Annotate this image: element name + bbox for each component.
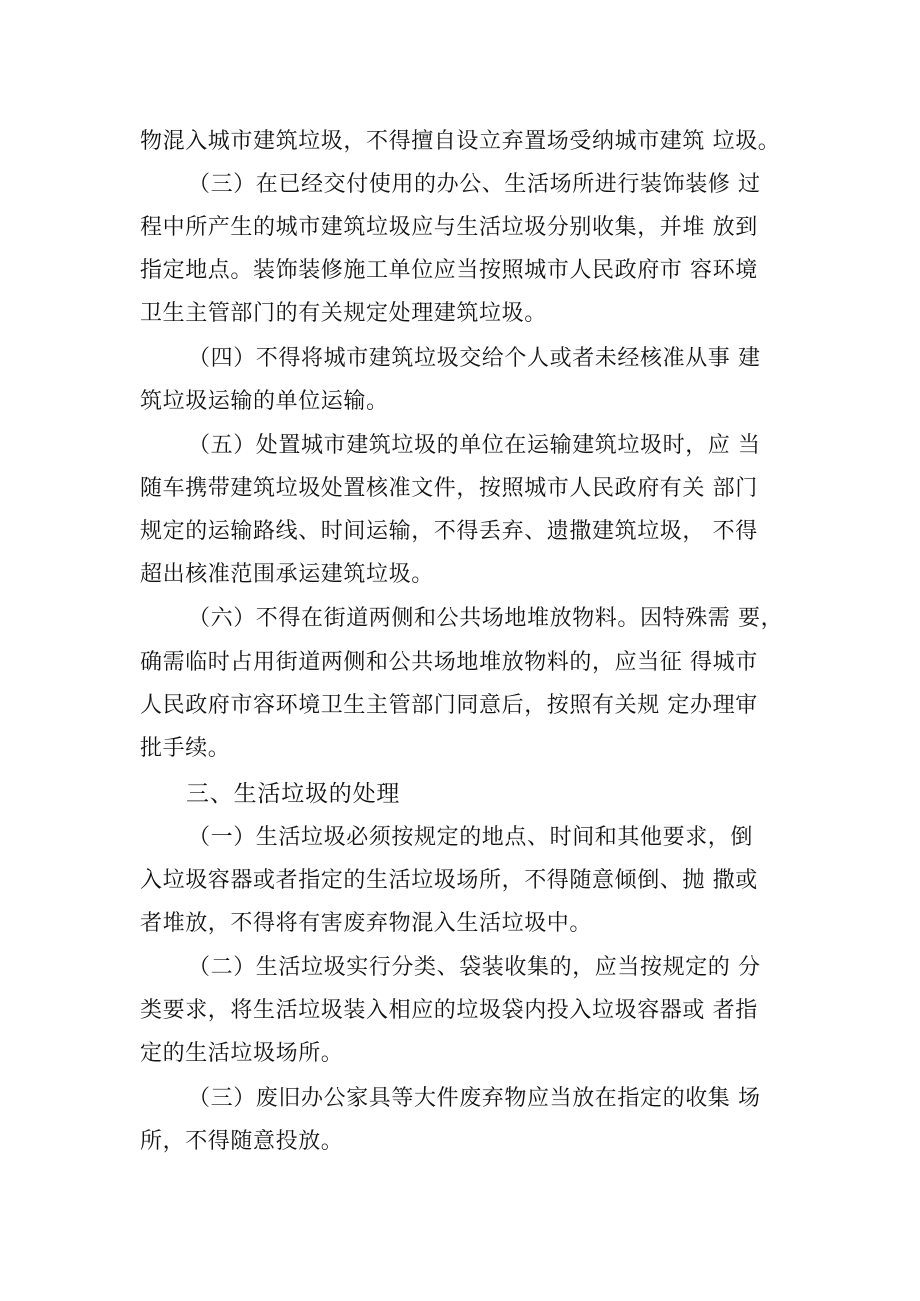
text-line: 卫生主管部门的有关规定处理建筑垃圾。 xyxy=(140,301,547,326)
text-line: 人民政府市容环境卫生主管部门同意后，按照有关规 定办理审 xyxy=(140,693,758,718)
text-line: 批手续。 xyxy=(140,736,231,761)
text-line: 类要求，将生活垃圾装入相应的垃圾袋内投入垃圾容器或 者指 xyxy=(140,998,758,1023)
text-line: 入垃圾容器或者指定的生活垃圾场所，不得随意倾倒、抛 撒或 xyxy=(140,868,758,893)
text-line: 随车携带建筑垃圾处置核准文件，按照城市人民政府有关 部门 xyxy=(140,476,758,501)
text-line: （三）在已经交付使用的办公、生活场所进行装饰装修 过 xyxy=(188,172,761,197)
text-line: （三）废旧办公家具等大件废弃物应当放在指定的收集 场 xyxy=(188,1086,761,1111)
text-line: （五）处置城市建筑垃圾的单位在运输建筑垃圾时，应 当 xyxy=(188,433,761,458)
text-line: 者堆放，不得将有害废弃物混入生活垃圾中。 xyxy=(140,911,593,936)
text-line: 规定的运输路线、时间运输，不得丢弃、遗撒建筑垃圾， 不得 xyxy=(140,519,758,544)
text-line: （二）生活垃圾实行分类、袋装收集的，应当按规定的 分 xyxy=(188,955,761,980)
text-line: 超出核准范围承运建筑垃圾。 xyxy=(140,562,434,587)
text-line: 物混入城市建筑垃圾，不得擅自设立弃置场受纳城市建筑 垃圾。 xyxy=(140,129,781,154)
section-heading: 三、生活垃圾的处理 xyxy=(186,781,401,807)
text-line: 指定地点。装饰装修施工单位应当按照城市人民政府市 容环境 xyxy=(140,258,758,283)
text-line: （六）不得在街道两侧和公共场地堆放物料。因特殊需 要， xyxy=(188,606,784,631)
text-line: （四）不得将城市建筑垃圾交给个人或者未经核准从事 建 xyxy=(188,346,761,371)
text-line: 确需临时占用街道两侧和公共场地堆放物料的，应当征 得城市 xyxy=(140,650,758,675)
text-line: 所，不得随意投放。 xyxy=(140,1129,344,1154)
text-line: 定的生活垃圾场所。 xyxy=(140,1041,344,1066)
text-line: （一）生活垃圾必须按规定的地点、时间和其他要求，倒 xyxy=(188,825,754,850)
text-line: 筑垃圾运输的单位运输。 xyxy=(140,389,389,414)
text-line: 程中所产生的城市建筑垃圾应与生活垃圾分别收集，并堆 放到 xyxy=(140,215,758,240)
